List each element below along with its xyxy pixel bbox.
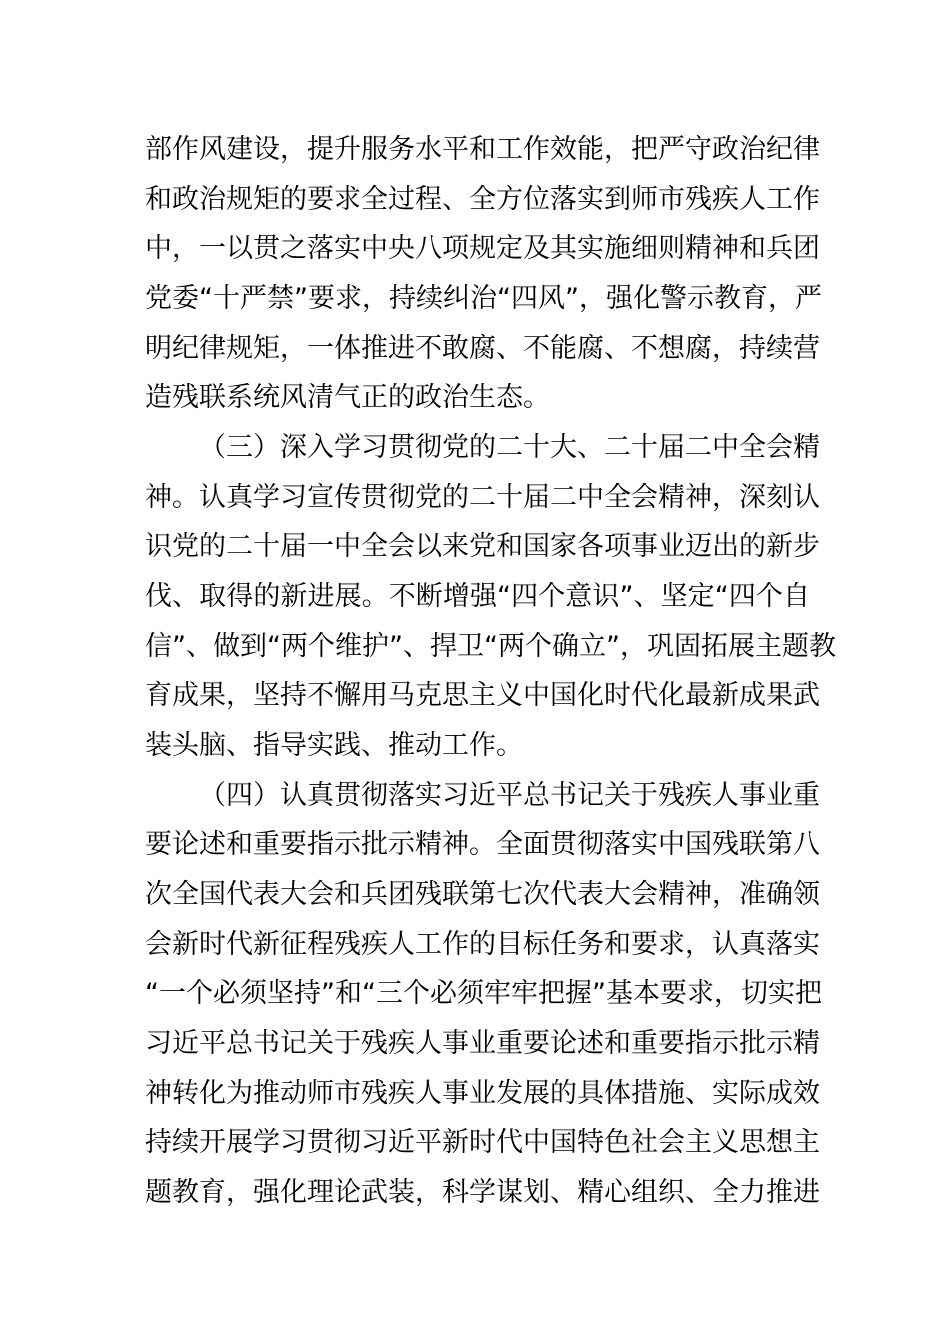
paragraph-1-line-5: 明纪律规矩，一体推进不敢腐、不能腐、不想腐，持续营: [145, 333, 820, 364]
paragraph-1-line-1: 部作风建设，提升服务水平和工作效能，把严守政治纪律: [145, 134, 820, 165]
paragraph-3-line-9: 题教育，强化理论武装，科学谋划、精心组织、全力推进: [145, 1177, 820, 1208]
paragraph-3-line-1: （四）认真贯彻落实习近平总书记关于残疾人事业重: [199, 780, 820, 811]
paragraph-1-line-4: 党委“十严禁”要求，持续纠治“四风”，强化警示教育，严: [145, 283, 822, 314]
paragraph-2-line-4: 伐、取得的新进展。不断增强“四个意识”、坚定“四个自: [145, 581, 810, 612]
paragraph-2-line-1: （三）深入学习贯彻党的二十大、二十届二中全会精: [199, 432, 820, 463]
paragraph-1-line-2: 和政治规矩的要求全过程、全方位落实到师市残疾人工作: [145, 184, 820, 215]
paragraph-2-line-6: 育成果，坚持不懈用马克思主义中国化时代化最新成果武: [145, 680, 820, 711]
paragraph-3-line-8: 持续开展学习贯彻习近平新时代中国特色社会主义思想主: [145, 1127, 820, 1158]
paragraph-3-line-7: 神转化为推动师市残疾人事业发展的具体措施、实际成效: [145, 1078, 820, 1109]
paragraph-1-line-3: 中，一以贯之落实中央八项规定及其实施细则精神和兵团: [145, 233, 820, 264]
paragraph-3-line-4: 会新时代新征程残疾人工作的目标任务和要求，认真落实: [145, 929, 820, 960]
paragraph-3-line-5: “一个必须坚持”和“三个必须牢牢把握”基本要求，切实把: [145, 978, 822, 1009]
paragraph-2-line-3: 识党的二十届一中全会以来党和国家各项事业迈出的新步: [145, 531, 820, 562]
paragraph-2-line-2: 神。认真学习宣传贯彻党的二十届二中全会精神，深刻认: [145, 482, 820, 513]
paragraph-1-line-6: 造残联系统风清气正的政治生态。: [145, 382, 550, 413]
paragraph-3-line-2: 要论述和重要指示批示精神。全面贯彻落实中国残联第八: [145, 829, 820, 860]
paragraph-3-line-3: 次全国代表大会和兵团残联第七次代表大会精神，准确领: [145, 879, 820, 910]
paragraph-2-line-7: 装头脑、指导实践、推动工作。: [145, 730, 523, 761]
paragraph-3-line-6: 习近平总书记关于残疾人事业重要论述和重要指示批示精: [145, 1028, 820, 1059]
paragraph-2-line-5: 信”、做到“两个维护”、捍卫“两个确立”，巩固拓展主题教: [145, 631, 836, 662]
